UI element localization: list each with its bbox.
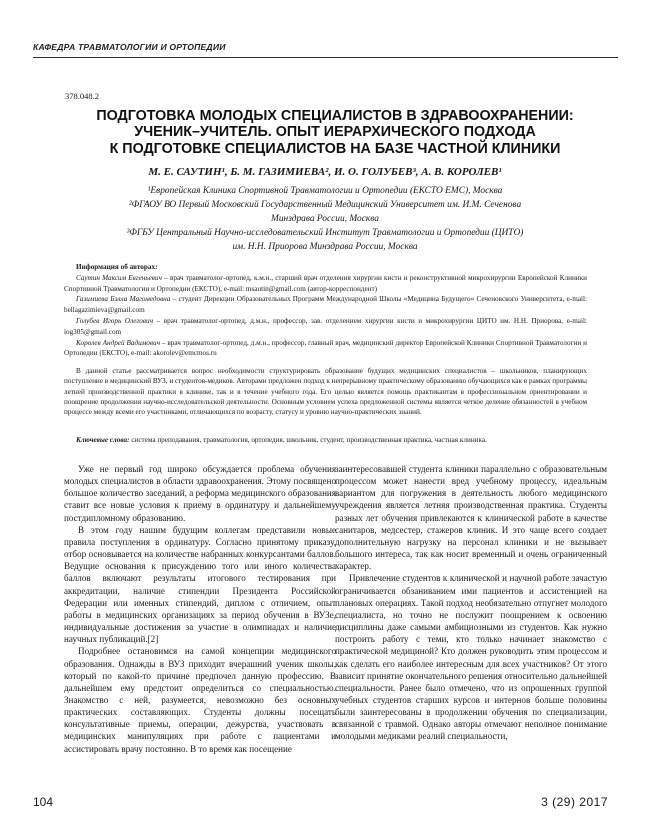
author-name: Газимиева Бэлла Магомедовна xyxy=(76,295,171,304)
author-details: – врач травматолог-ортопед, к.м.н., старший врач отделения хирургии кисти и реконструктивной микрохирургии Европейской Клиники Спортивной Травматологии и Ортопедии (ЕКСТО), e-mail: msautin@gmail.com (автор-корреспондент) xyxy=(64,273,587,293)
issue-number: 3 (29) 2017 xyxy=(541,795,608,809)
title-line: ПОДГОТОВКА МОЛОДЫХ СПЕЦИАЛИСТОВ В ЗДРАВООХРАНЕНИИ: xyxy=(96,108,574,124)
affiliation-line: им. Н.Н. Приорова Минздрава России, Москва xyxy=(232,242,418,252)
author-info-entry xyxy=(64,338,587,360)
article-title xyxy=(70,108,600,157)
author-details: – врач травматолог-ортопед, д.м.н., профессор, зав. отделением хирургии кисти и микрохирургии ЦИТО им. Н.Н. Приорова, e-mail: iog305@gmail.com xyxy=(64,316,587,336)
paragraph: В этом году нашим будущим коллегам представили новые правила поступления в ординатуру. Согласно принятому приказу, отбор основывается на количестве набранных конкурсантами баллов. Ведущие основания к присуждению того или иного количества баллов включают результаты итогового тестирования при аккредитации, наличие стипендии Президента Российской Федерации или именных стипендий, диплом с отличием, опыт работы в медицинских организациях за период обучения в ВУЗе, индивидуальные достижения за участие в олимпиадах и наличие научных публикаций.[2] xyxy=(64,524,336,645)
author-name: Королев Андрей Вадимович xyxy=(76,338,161,347)
author-info-entry xyxy=(64,273,587,295)
keywords-label: Ключевые слова: xyxy=(76,436,130,444)
affiliation-line: ²ФГАОУ ВО Первый Московский Государственный Медицинский Университет им. И.М. Сеченова xyxy=(128,200,522,210)
author-name: Голубев Игорь Олегович xyxy=(76,316,154,325)
author-info-heading: Информация об авторах: xyxy=(76,263,158,271)
author-info xyxy=(64,262,587,359)
body-column-left xyxy=(64,463,336,755)
paragraph: Уже не первый год широко обсуждается проблема обучения молодых специалистов в области здравоохранения. Этому посвящено большое количество заседаний, а реформа медицинского образования ставит все новые условия к приему в ординатуру и дальнейшему постдипломному образованию. xyxy=(64,464,336,523)
keywords-text: система преподавания, травматология, ортопедия, школьник, студент, производственная практика, частная клиника. xyxy=(129,436,487,444)
author-name: Саутин Максим Евгеньевич xyxy=(76,273,162,282)
affiliation-line: Минздрава России, Москва xyxy=(271,214,379,224)
author-info-entry xyxy=(64,316,587,338)
paragraph: заинтересовавшей студента клиники параллельно с образовательным процессом может нанести вред учебному процессу, идеальным вариантом для погружения в деятельность любого медицинского учреждения является летняя производственная практика. Студенты разных лет обучения привлекаются к клинической работе в качестве санитаров, медсестер, стажеров клиник. И это чаще всего создает дополнительную нагрузку на персонал клиники и не вызывает большого интереса, так как носит временный и очень ограниченный характер. xyxy=(335,464,607,572)
author-details: – студент Дирекции Образовательных Программ Международной Школы «Медицина Будущего» Сеченовского Университета, e-mail: bellagazimieva@gmail.com xyxy=(64,295,587,315)
author-list: М. Е. САУТИН¹, Б. М. ГАЗИМИЕВА², И. О. ГОЛУБЕВ³, А. В. КОРОЛЕВ¹ xyxy=(148,166,502,178)
header-divider xyxy=(33,57,618,58)
author-details: – врач травматолог-ортопед, д.м.н., профессор, главный врач, медицинский директор Европейской Клиники Спортивной Травматологии и Ортопедии (ЕКСТО), e-mail: akorolev@emcmos.ru xyxy=(64,338,587,358)
keywords xyxy=(64,435,587,445)
title-line: К ПОДГОТОВКЕ СПЕЦИАЛИСТОВ НА БАЗЕ ЧАСТНОЙ КЛИНИКИ xyxy=(109,140,561,157)
author-info-entry xyxy=(64,294,587,316)
affiliation-line: ¹Европейская Клиника Спортивной Травматологии и Ортопедии (ЕКСТО ЕМС), Москва xyxy=(147,186,503,196)
body-column-right xyxy=(335,463,607,743)
affiliations xyxy=(60,184,590,254)
journal-section-header: КАФЕДРА ТРАВМАТОЛОГИИ И ОРТОПЕДИИ xyxy=(33,42,226,52)
udc-code: 378.048.2 xyxy=(65,91,99,101)
title-line: УЧЕНИК–УЧИТЕЛЬ. ОПЫТ ИЕРАРХИЧЕСКОГО ПОДХОДА xyxy=(134,124,536,141)
page-number: 104 xyxy=(33,795,54,809)
paragraph: Подробнее остановимся на самой концепции медицинского образования. Однажды в ВУЗ приходит вчерашний ученик школы, который по какой-то причине предпочел данную профессию. В дальнейшем ему предстоит определиться со специальностью. Знакомство с ней, разумеется, невозможно без основных практических составляющих. Студенты должны посещать консультативные приемы, операции, дежурства, участвовать в медицинских манипуляциях при работе с пациентами и ассистировать врачу постоянно. В то время как посещение xyxy=(64,646,336,754)
paragraph: Привлечение студентов к клинической и научной работе зачастую ограничивается обзаниванием ими пациентов и ассистенцией на плановых операциях. Такой подход необязательно отпугнет молодого специалиста, но точно не послужит поощрением к освоению дисциплины даже самыми амбициозными из студентов. Как нужно построить работу с теми, кто только начинает знакомство с практической медициной? Кто должен руководить этим процессом и как сделать его наиболее интересным для всех участников? От этого зависит принятие окончательного решения относительно дальнейшей специальности. Ранее было отмечено, что из опрошенных группой учебных студентов старших курсов и интернов больше половины были заинтересованы в продолжении обучения по специализации, связанной с травмой. Однако авторы отмечают неполное понимание молодыми медиками реалий специальности, xyxy=(335,573,607,742)
abstract: В данной статье рассматривается вопрос необходимости структурировать образование будущих медицинских специалистов – школьников, планирующих поступление в медицинский ВУЗ, и студентов-медиков. Авторами предложен подход к непрерывному практическому образованию обучающихся как в рамках программы летней производственной практики в клинике, так и в течение учебного года. Его целью является помощь практикантам в профессиональном ориентировании и поощрение продолжения научно-исследовательской деятельности. Основным условием успеха предложенной системы является четкое деление обязанностей в учебном процессе между всеми его участниками, отличающихся по возрасту, статусу и уровню научно-практических знаний. xyxy=(64,367,587,417)
affiliation-line: ³ФГБУ Центральный Научно-исследовательский Институт Травматологии и Ортопедии (ЦИТО) xyxy=(126,228,524,238)
